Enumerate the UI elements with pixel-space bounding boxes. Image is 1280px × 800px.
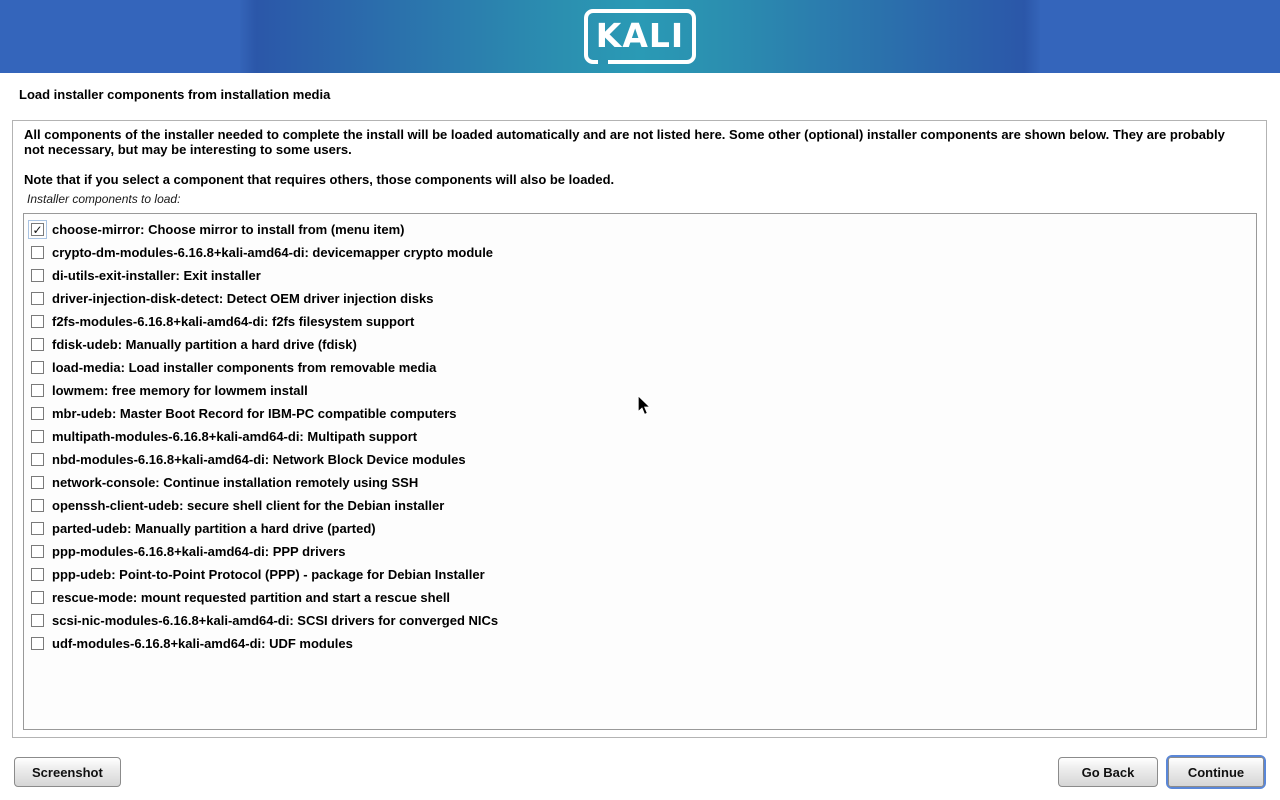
component-row[interactable] (24, 540, 1256, 563)
component-label: multipath-modules-6.16.8+kali-amd64-di: Multipath support (52, 429, 418, 444)
component-checkbox[interactable] (31, 361, 44, 374)
kali-logo-border-gap (598, 60, 608, 64)
checkbox-focus-ring (28, 473, 47, 492)
component-checkbox[interactable] (31, 499, 44, 512)
component-row[interactable] (24, 333, 1256, 356)
components-list[interactable] (23, 213, 1257, 730)
component-label: scsi-nic-modules-6.16.8+kali-amd64-di: SCSI drivers for converged NICs (52, 613, 499, 628)
component-label: choose-mirror: Choose mirror to install from (menu item) (52, 222, 405, 237)
component-label: network-console: Continue installation remotely using SSH (52, 475, 419, 490)
continue-button[interactable]: Continue (1168, 757, 1264, 787)
component-label: rescue-mode: mount requested partition and start a rescue shell (52, 590, 451, 605)
component-row[interactable] (24, 310, 1256, 333)
kali-logo-text: KALI (595, 16, 685, 55)
component-row[interactable] (24, 356, 1256, 379)
checkbox-focus-ring (28, 496, 47, 515)
component-label: f2fs-modules-6.16.8+kali-amd64-di: f2fs filesystem support (52, 314, 415, 329)
note-paragraph: Note that if you select a component that requires others, those components will also be loaded. (24, 172, 615, 187)
content-frame (12, 120, 1267, 738)
checkbox-focus-ring (28, 266, 47, 285)
component-checkbox[interactable] (31, 338, 44, 351)
component-checkbox[interactable] (31, 430, 44, 443)
component-label: load-media: Load installer components from removable media (52, 360, 437, 375)
component-checkbox[interactable] (31, 476, 44, 489)
mouse-cursor-icon (637, 395, 652, 416)
component-checkbox[interactable] (31, 384, 44, 397)
checkbox-focus-ring (28, 542, 47, 561)
component-label: udf-modules-6.16.8+kali-amd64-di: UDF modules (52, 636, 353, 651)
component-label: crypto-dm-modules-6.16.8+kali-amd64-di: devicemapper crypto module (52, 245, 494, 260)
component-row[interactable] (24, 241, 1256, 264)
component-label: parted-udeb: Manually partition a hard drive (parted) (52, 521, 376, 536)
component-row[interactable] (24, 218, 1256, 241)
component-label: openssh-client-udeb: secure shell client for the Debian installer (52, 498, 445, 513)
component-label: ppp-udeb: Point-to-Point Protocol (PPP) - package for Debian Installer (52, 567, 485, 582)
checkbox-focus-ring (28, 404, 47, 423)
component-checkbox[interactable] (31, 568, 44, 581)
kali-logo (584, 9, 696, 64)
component-label: nbd-modules-6.16.8+kali-amd64-di: Network Block Device modules (52, 452, 466, 467)
component-label: driver-injection-disk-detect: Detect OEM driver injection disks (52, 291, 434, 306)
component-checkbox[interactable] (31, 315, 44, 328)
component-checkbox[interactable] (31, 545, 44, 558)
component-checkbox[interactable] (31, 246, 44, 259)
screenshot-button[interactable]: Screenshot (14, 757, 121, 787)
checkbox-focus-ring (28, 312, 47, 331)
component-checkbox[interactable] (31, 269, 44, 282)
component-checkbox[interactable] (31, 522, 44, 535)
checkbox-focus-ring (28, 565, 47, 584)
component-checkbox[interactable] (31, 292, 44, 305)
component-checkbox[interactable] (31, 453, 44, 466)
checkbox-focus-ring (28, 220, 47, 239)
component-row[interactable] (24, 264, 1256, 287)
component-checkbox[interactable] (31, 614, 44, 627)
page-title: Load installer components from installation media (19, 87, 331, 102)
component-row[interactable] (24, 471, 1256, 494)
component-row[interactable] (24, 494, 1256, 517)
component-row[interactable] (24, 609, 1256, 632)
component-checkbox[interactable] (31, 591, 44, 604)
checkbox-focus-ring (28, 588, 47, 607)
component-label: fdisk-udeb: Manually partition a hard drive (fdisk) (52, 337, 357, 352)
checkbox-focus-ring (28, 335, 47, 354)
component-row[interactable] (24, 586, 1256, 609)
component-checkbox[interactable] (31, 407, 44, 420)
component-row[interactable] (24, 425, 1256, 448)
checkbox-focus-ring (28, 427, 47, 446)
component-row[interactable] (24, 632, 1256, 655)
components-list-label: Installer components to load: (27, 192, 181, 206)
component-label: mbr-udeb: Master Boot Record for IBM-PC compatible computers (52, 406, 457, 421)
checkbox-focus-ring (28, 381, 47, 400)
checkbox-focus-ring (28, 634, 47, 653)
component-checkbox[interactable]: ✓ (32, 222, 43, 237)
checkbox-focus-ring (28, 289, 47, 308)
component-row[interactable] (24, 287, 1256, 310)
checkbox-focus-ring (28, 519, 47, 538)
checkbox-focus-ring (28, 358, 47, 377)
installer-header-banner (0, 0, 1280, 73)
component-row[interactable] (24, 517, 1256, 540)
checkbox-focus-ring (28, 243, 47, 262)
component-row[interactable] (24, 448, 1256, 471)
component-label: ppp-modules-6.16.8+kali-amd64-di: PPP drivers (52, 544, 346, 559)
checkbox-focus-ring (28, 450, 47, 469)
component-label: di-utils-exit-installer: Exit installer (52, 268, 261, 283)
component-label: lowmem: free memory for lowmem install (52, 383, 308, 398)
go-back-button[interactable]: Go Back (1058, 757, 1158, 787)
component-row[interactable] (24, 563, 1256, 586)
intro-paragraph: All components of the installer needed to complete the install will be loaded automatically and are not listed here. Some other (optional) installer components are shown below. They are probably not necessary, but may be interesting to some users. (24, 127, 1225, 157)
continue-button-focus-ring (1166, 755, 1266, 789)
checkbox-focus-ring (28, 611, 47, 630)
component-checkbox[interactable] (31, 637, 44, 650)
